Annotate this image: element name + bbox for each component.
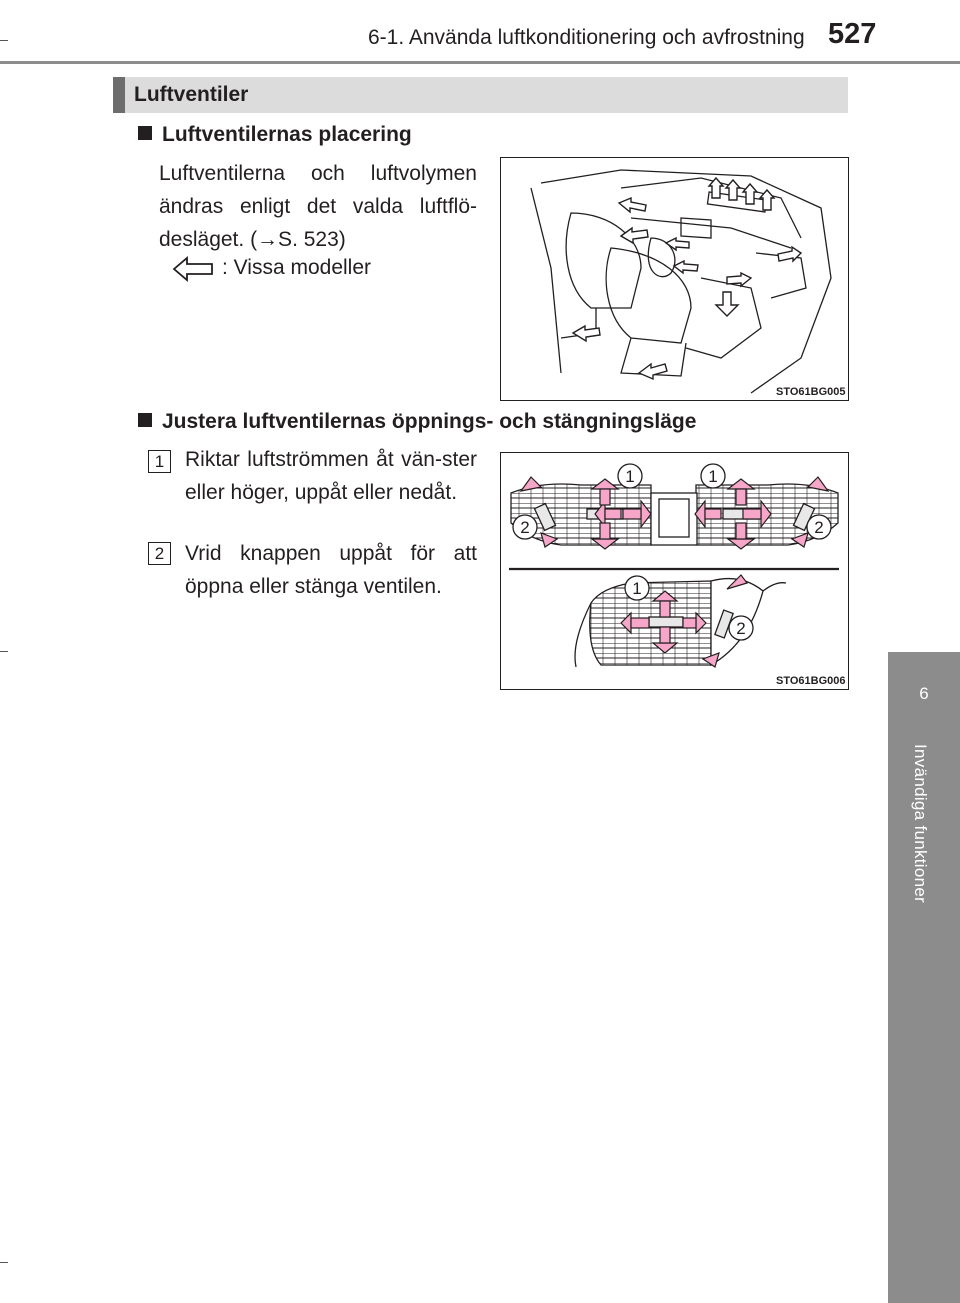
header-rule [0,61,960,64]
step-text: Riktar luftströmmen åt vän-ster eller höger, uppåt eller nedåt. [185,448,477,504]
step-text: Vrid knappen uppåt för att öppna eller stänga ventilen. [185,542,477,598]
subsection-heading-placement [138,123,412,147]
subsection-heading-adjust [138,410,696,434]
figure-id: STO61BG006 [776,675,846,687]
step-number-badge: 2 [148,542,171,565]
page-number: 527 [828,18,877,50]
chapter-number: 6 [919,684,929,703]
callout-label: 1 [625,467,635,486]
chapter-title: 6-1. Använda luftkonditionering och avfrostning [368,26,805,49]
dashboard-vent-illustration [501,453,848,689]
crop-mark [0,40,8,41]
vent-adjust-figure [500,452,849,690]
callout-label: 2 [520,518,530,537]
callout-label: 1 [708,467,718,486]
section-title: Luftventiler [134,83,249,106]
subsection-heading-text: Luftventilernas placering [162,123,412,146]
callout-label: 2 [814,518,824,537]
placement-paragraph: Luftventilerna och luftvolymen ändras enligt det valda luftflö-desläget. (→S. 523) [159,162,477,251]
callout-label: 2 [736,619,746,638]
vent-arrow-legend-icon [172,255,214,283]
square-bullet-icon [138,126,152,140]
subsection-heading-text: Justera luftventilernas öppnings- och stängningsläge [162,410,697,433]
chapter-side-tab [888,652,960,1303]
vent-locations-figure [500,157,849,401]
chapter-label: Invändiga funktioner [911,744,930,904]
square-bullet-icon [138,413,152,427]
section-accent [113,77,125,113]
figure-id: STO61BG005 [776,386,846,398]
car-interior-illustration [501,158,848,400]
legend-text: : Vissa modeller [222,256,372,279]
callout-label: 1 [632,579,642,598]
crop-mark [0,1262,8,1263]
step-number-badge: 1 [148,450,171,473]
section-heading-bar [113,77,848,113]
crop-mark [0,651,8,652]
